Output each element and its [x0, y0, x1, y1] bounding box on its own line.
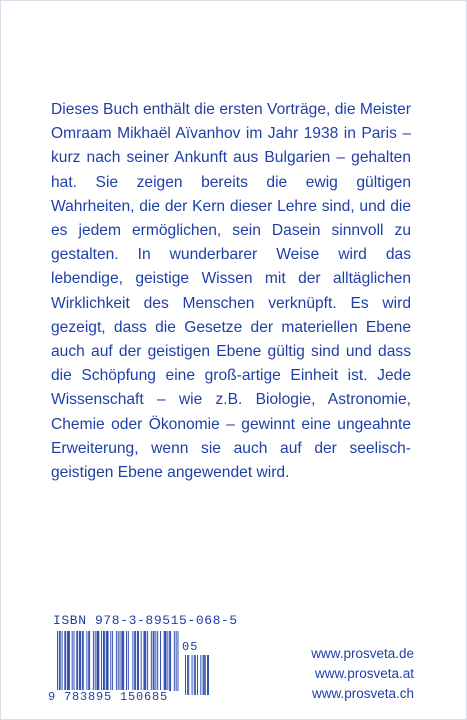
barcode-addon-bar: [197, 655, 198, 695]
website-link-ch[interactable]: www.prosveta.ch: [311, 686, 414, 701]
barcode-bar: [116, 631, 117, 691]
barcode-addon-bar: [192, 655, 193, 695]
barcode-bar: [141, 631, 142, 691]
barcode-bar: [178, 631, 179, 691]
barcode-bar: [154, 631, 155, 691]
barcode-bar: [59, 631, 60, 691]
barcode-bar: [134, 631, 135, 691]
barcode-bar: [97, 631, 98, 691]
barcode-bar: [155, 631, 156, 691]
barcode-bar: [135, 631, 136, 691]
barcode-bar: [89, 631, 90, 691]
barcode-addon-bar: [185, 655, 186, 695]
barcode-bar: [74, 631, 75, 691]
barcode-bar: [176, 631, 177, 691]
barcode-bar: [93, 631, 94, 691]
barcode-bar: [118, 631, 119, 691]
barcode-addon-digits: 05: [182, 640, 199, 654]
barcode-bar: [167, 631, 168, 691]
barcode-bar: [60, 631, 61, 691]
barcode-bar: [98, 631, 99, 691]
barcode-bar: [170, 631, 171, 691]
barcode-bar: [147, 631, 148, 691]
barcode-ean-digits: 9 783895 150685: [48, 690, 169, 704]
website-links: [311, 644, 414, 704]
barcode-bar: [95, 631, 96, 691]
website-link-de[interactable]: www.prosveta.de: [311, 646, 414, 661]
barcode-bar: [86, 631, 87, 691]
barcode-addon-bar: [188, 655, 189, 695]
barcode-bar: [101, 631, 102, 691]
book-description: Dieses Buch enthält die ersten Vorträge, die Meister Omraam Mikhaël Aïvanhov im Jahr 1938 in Paris – kurz nach seiner Ankunft aus Bulgarien – gehalten hat. Sie zeigen bereits die ewig gültigen Wahrheiten, die der Kern dieser Lehre sind, und die es jedem ermöglichen, sein Dasein sinnvoll zu gestalten. In wunderbarer Weise wird das lebendige, geistige Wissen mit der alltäglichen Wirklichkeit des Menschen verknüpft. Es wird gezeigt, dass die Gesetze der materiellen Ebene auch auf der geistigen Ebene gültig sind und dass die Schöpfung eine groß-artige Einheit ist. Jede Wissenschaft – wie z.B. Biologie, Astronomie, Chemie oder Ökonomie – gewinnt eine ungeahnte Erweiterung, wenn sie auch auf der seelisch-geistigen Ebene angewendet wird.: [51, 101, 411, 482]
barcode-bar: [64, 631, 65, 691]
barcode-addon-bar: [195, 655, 196, 695]
barcode-bar: [128, 631, 129, 691]
barcode-bar: [62, 631, 63, 691]
barcode-addon-bar: [207, 655, 208, 695]
barcode-bar: [151, 631, 152, 691]
barcode-bar: [108, 631, 109, 691]
barcode-bar: [157, 631, 158, 691]
barcode-bar: [72, 631, 73, 691]
barcode-bar: [126, 631, 127, 691]
barcode-bar: [106, 631, 107, 691]
barcode-bar: [80, 631, 81, 691]
barcode-bar: [82, 631, 83, 691]
barcode-bar: [97, 631, 98, 691]
barcode-bar: [77, 631, 78, 691]
barcode-addon-bar: [205, 655, 206, 695]
barcode-bar: [122, 631, 123, 691]
barcode-bar: [174, 631, 175, 691]
barcode-bar: [169, 631, 170, 691]
barcode-bar: [137, 631, 138, 691]
barcode-bar: [112, 631, 113, 691]
barcode-bar: [132, 631, 133, 691]
barcode-bar: [88, 631, 89, 691]
barcode-bar: [107, 631, 108, 691]
barcode-bar: [153, 631, 154, 691]
barcode-bar: [110, 631, 111, 691]
barcode-addon-bar: [187, 655, 188, 695]
barcode-bar: [104, 631, 105, 691]
barcode-bar: [144, 631, 145, 691]
barcode-bar: [123, 631, 124, 691]
isbn-number: ISBN 978-3-89515-068-5: [53, 613, 238, 628]
barcode-bar: [83, 631, 84, 691]
barcode-bar: [76, 631, 77, 691]
barcode-bar: [164, 631, 165, 691]
barcode-addon-bar: [200, 655, 201, 695]
barcode-bar: [165, 631, 166, 691]
barcode-bar: [65, 631, 66, 691]
barcode-bar: [79, 631, 80, 691]
barcode-bar: [160, 631, 161, 691]
barcode-bar: [103, 631, 104, 691]
barcode-bar: [69, 631, 70, 691]
barcode-bar: [145, 631, 146, 691]
barcode-addon-bar: [203, 655, 204, 695]
barcode-bar: [121, 631, 122, 691]
barcode-bar: [166, 631, 167, 691]
barcode-bar: [68, 631, 69, 691]
barcode-bar: [67, 631, 68, 691]
barcode-addon-bar: [204, 655, 205, 695]
barcode-addon-bar: [194, 655, 195, 695]
barcode-bar: [120, 631, 121, 691]
barcode-addon-bar: [208, 655, 209, 695]
barcode-bar: [143, 631, 144, 691]
barcode-bar: [138, 631, 139, 691]
barcode-bar: [57, 631, 58, 691]
website-link-at[interactable]: www.prosveta.at: [314, 666, 414, 681]
